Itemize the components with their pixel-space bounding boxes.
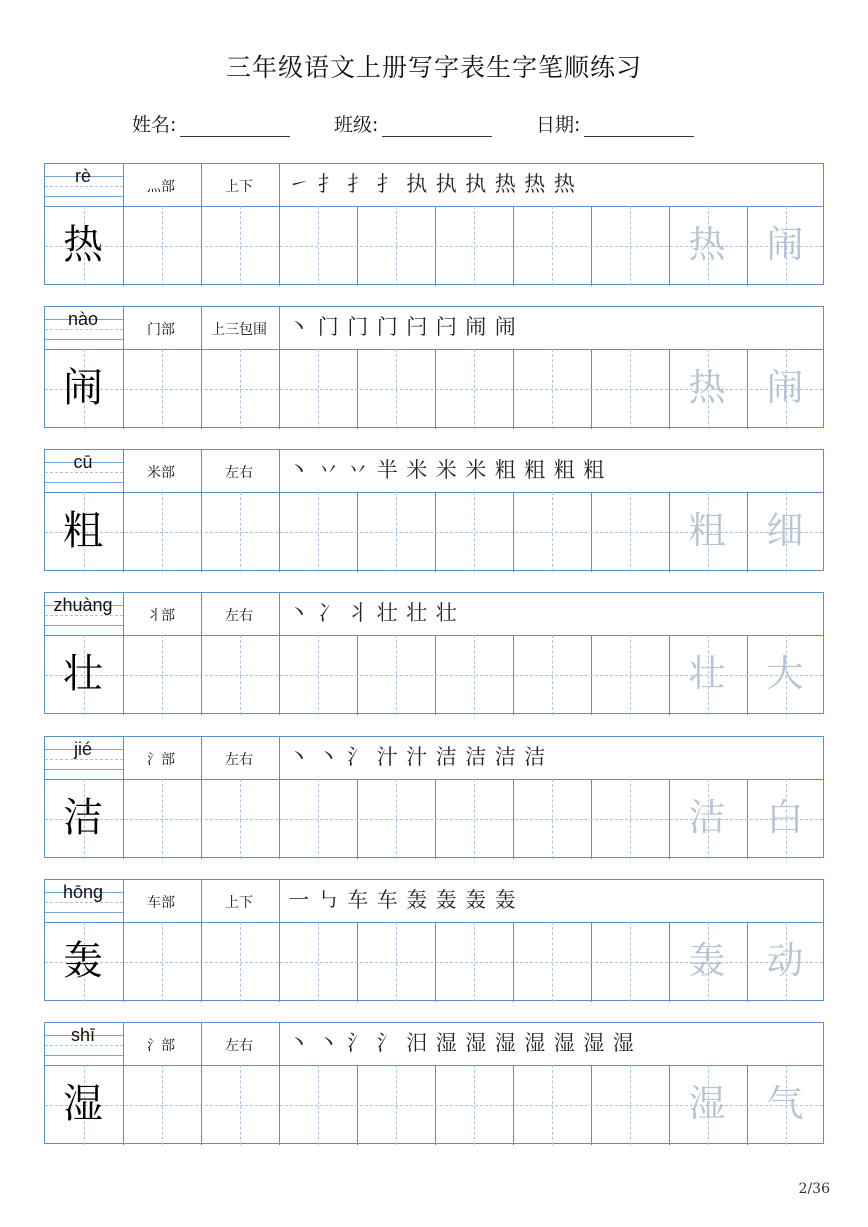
stroke-step: 汁 — [376, 745, 398, 769]
radical: 氵部 — [147, 752, 175, 768]
writing-cell[interactable] — [278, 205, 356, 285]
stroke-step: 闩 — [435, 315, 457, 339]
writing-cell[interactable] — [278, 778, 356, 858]
writing-cell[interactable] — [512, 921, 590, 1001]
writing-cell[interactable] — [434, 634, 512, 714]
writing-cell[interactable] — [434, 491, 512, 571]
trace-character: 热 — [688, 366, 726, 409]
stroke-step: 车 — [347, 888, 369, 912]
stroke-step: 丬 — [347, 601, 369, 625]
stroke-step: 闹 — [494, 315, 516, 339]
name-label: 姓名: — [132, 114, 177, 136]
trace-character: 白 — [766, 796, 804, 839]
writing-cell[interactable] — [590, 778, 668, 858]
writing-cell[interactable] — [512, 778, 590, 858]
stroke-step: 湿 — [465, 1031, 487, 1055]
date-label: 日期: — [536, 114, 581, 136]
stroke-step: 湿 — [524, 1031, 546, 1055]
structure: 上三包围 — [211, 322, 267, 338]
radical: 车部 — [147, 895, 175, 911]
student-info-row — [0, 110, 868, 136]
model-character: 壮 — [63, 651, 103, 697]
writing-cell[interactable] — [200, 491, 278, 571]
stroke-step: 米 — [465, 458, 487, 482]
writing-cell[interactable] — [434, 778, 512, 858]
writing-cell[interactable] — [356, 921, 434, 1001]
model-character: 闹 — [63, 365, 103, 411]
pinyin: hōng — [62, 882, 104, 902]
stroke-step: 壮 — [376, 601, 398, 625]
writing-cell[interactable] — [512, 491, 590, 571]
model-character: 轰 — [63, 938, 103, 984]
stroke-step: 湿 — [612, 1031, 634, 1055]
trace-character: 闹 — [766, 223, 804, 266]
stroke-step: 丷 — [347, 458, 369, 482]
stroke-step: 门 — [347, 315, 369, 339]
character-block — [44, 736, 824, 858]
stroke-order-sequence — [284, 592, 461, 634]
trace-character: 粗 — [688, 509, 726, 552]
stroke-step: 冫 — [317, 601, 339, 625]
structure: 左右 — [225, 608, 253, 624]
writing-cell[interactable] — [590, 1064, 668, 1144]
stroke-step: 门 — [317, 315, 339, 339]
stroke-step: 丶 — [288, 458, 310, 482]
stroke-step: 洁 — [494, 745, 516, 769]
structure: 左右 — [225, 465, 253, 481]
stroke-step: 米 — [406, 458, 428, 482]
stroke-step: 汨 — [406, 1031, 428, 1055]
writing-cell[interactable] — [434, 921, 512, 1001]
writing-cell[interactable] — [590, 634, 668, 714]
writing-cell[interactable] — [356, 205, 434, 285]
stroke-step: 壮 — [406, 601, 428, 625]
stroke-step: 湿 — [583, 1031, 605, 1055]
writing-cell[interactable] — [200, 1064, 278, 1144]
trace-character: 细 — [766, 509, 804, 552]
pinyin: shī — [70, 1025, 95, 1045]
stroke-step: 丷 — [317, 458, 339, 482]
page-number: 2/36 — [798, 1181, 830, 1197]
stroke-step: 丶 — [288, 745, 310, 769]
trace-character: 闹 — [766, 366, 804, 409]
trace-character: 湿 — [688, 1082, 726, 1125]
writing-cell[interactable] — [512, 1064, 590, 1144]
stroke-step: 湿 — [553, 1031, 575, 1055]
page-title: 三年级语文上册写字表生字笔顺练习 — [225, 53, 642, 82]
character-block — [44, 306, 824, 428]
stroke-step: 扌 — [347, 172, 369, 196]
writing-cell[interactable] — [122, 778, 200, 858]
stroke-step: 丶 — [288, 1031, 310, 1055]
character-block — [44, 879, 824, 1001]
writing-cell[interactable] — [434, 348, 512, 428]
writing-cell[interactable] — [200, 348, 278, 428]
stroke-step: 粗 — [553, 458, 575, 482]
stroke-step: 半 — [376, 458, 398, 482]
writing-cell[interactable] — [122, 491, 200, 571]
writing-cell[interactable] — [200, 778, 278, 858]
stroke-step: 扌 — [376, 172, 398, 196]
stroke-step: 粗 — [583, 458, 605, 482]
writing-cell[interactable] — [278, 921, 356, 1001]
stroke-step: 粗 — [524, 458, 546, 482]
stroke-step: 热 — [524, 172, 546, 196]
writing-cell[interactable] — [122, 634, 200, 714]
radical: 米部 — [147, 465, 175, 481]
writing-cell[interactable] — [512, 205, 590, 285]
writing-cell[interactable] — [512, 634, 590, 714]
stroke-step: 门 — [376, 315, 398, 339]
writing-cell[interactable] — [356, 491, 434, 571]
writing-cell[interactable] — [122, 348, 200, 428]
stroke-step: 车 — [376, 888, 398, 912]
writing-cell[interactable] — [590, 348, 668, 428]
radical: 门部 — [147, 322, 175, 338]
stroke-step: 闹 — [465, 315, 487, 339]
structure: 左右 — [225, 1038, 253, 1054]
trace-character: 气 — [766, 1082, 804, 1125]
writing-cell[interactable] — [278, 634, 356, 714]
writing-cell[interactable] — [122, 921, 200, 1001]
stroke-step: 湿 — [435, 1031, 457, 1055]
writing-cell[interactable] — [122, 205, 200, 285]
character-block — [44, 1022, 824, 1144]
writing-cell[interactable] — [590, 921, 668, 1001]
stroke-step: 氵 — [376, 1031, 398, 1055]
name-field[interactable] — [132, 110, 290, 137]
trace-character: 洁 — [688, 796, 726, 839]
trace-character: 热 — [688, 223, 726, 266]
pinyin: rè — [74, 166, 91, 186]
stroke-step: 湿 — [494, 1031, 516, 1055]
writing-cell[interactable] — [590, 491, 668, 571]
model-character: 热 — [63, 222, 103, 268]
stroke-step: 轰 — [465, 888, 487, 912]
stroke-step: 执 — [406, 172, 428, 196]
class-label: 班级: — [334, 114, 379, 136]
stroke-step: ㇉ — [317, 888, 339, 912]
pinyin: cū — [73, 452, 93, 472]
writing-cell[interactable] — [356, 634, 434, 714]
stroke-step: 一 — [288, 888, 310, 912]
radical: 氵部 — [147, 1038, 175, 1054]
stroke-step: 洁 — [524, 745, 546, 769]
name-blank[interactable] — [180, 118, 290, 137]
class-field[interactable] — [334, 110, 492, 137]
stroke-step: 壮 — [435, 601, 457, 625]
writing-cell[interactable] — [278, 348, 356, 428]
stroke-step: 热 — [494, 172, 516, 196]
stroke-step: 丶 — [317, 1031, 339, 1055]
stroke-step: 氵 — [347, 745, 369, 769]
stroke-order-sequence — [284, 449, 609, 491]
writing-cell[interactable] — [278, 491, 356, 571]
stroke-step: 汁 — [406, 745, 428, 769]
stroke-step: 轰 — [494, 888, 516, 912]
stroke-order-sequence — [284, 736, 550, 778]
writing-cell[interactable] — [356, 348, 434, 428]
stroke-order-sequence — [284, 1022, 638, 1064]
writing-cell[interactable] — [200, 634, 278, 714]
pinyin: zhuàng — [53, 595, 113, 615]
character-block — [44, 163, 824, 285]
stroke-step: 粗 — [494, 458, 516, 482]
pinyin: jié — [73, 739, 92, 759]
character-block — [44, 449, 824, 571]
structure: 左右 — [225, 752, 253, 768]
stroke-order-sequence — [284, 163, 579, 205]
stroke-step: 丶 — [288, 315, 310, 339]
stroke-step: 执 — [465, 172, 487, 196]
model-character: 粗 — [63, 508, 103, 554]
writing-cell[interactable] — [434, 1064, 512, 1144]
stroke-step: 丶 — [288, 601, 310, 625]
stroke-step: 轰 — [435, 888, 457, 912]
radical: 丬部 — [147, 608, 175, 624]
class-blank[interactable] — [382, 118, 492, 137]
date-field[interactable] — [536, 110, 694, 137]
structure: 上下 — [225, 179, 253, 195]
writing-cell[interactable] — [200, 921, 278, 1001]
writing-cell[interactable] — [356, 1064, 434, 1144]
pinyin: nào — [67, 309, 99, 329]
stroke-step: 热 — [553, 172, 575, 196]
structure: 上下 — [225, 895, 253, 911]
writing-cell[interactable] — [122, 1064, 200, 1144]
writing-cell[interactable] — [590, 205, 668, 285]
model-character: 湿 — [63, 1081, 103, 1127]
stroke-step: 洁 — [465, 745, 487, 769]
stroke-step: 闩 — [406, 315, 428, 339]
writing-cell[interactable] — [512, 348, 590, 428]
writing-cell[interactable] — [200, 205, 278, 285]
stroke-order-sequence — [284, 306, 520, 348]
stroke-step: 洁 — [435, 745, 457, 769]
stroke-step: 米 — [435, 458, 457, 482]
trace-character: 动 — [766, 939, 804, 982]
stroke-order-sequence — [284, 879, 520, 921]
stroke-step: 丶 — [317, 745, 339, 769]
stroke-step: 扌 — [317, 172, 339, 196]
character-block — [44, 592, 824, 714]
trace-character: 大 — [766, 652, 804, 695]
writing-cell[interactable] — [356, 778, 434, 858]
stroke-step: 执 — [435, 172, 457, 196]
date-blank[interactable] — [584, 118, 694, 137]
radical: 灬部 — [147, 179, 175, 195]
model-character: 洁 — [63, 795, 103, 841]
writing-cell[interactable] — [434, 205, 512, 285]
writing-cell[interactable] — [278, 1064, 356, 1144]
stroke-step: 轰 — [406, 888, 428, 912]
trace-character: 壮 — [688, 652, 726, 695]
stroke-step: 氵 — [347, 1031, 369, 1055]
trace-character: 轰 — [688, 939, 726, 982]
stroke-step: ㇀ — [288, 172, 310, 196]
